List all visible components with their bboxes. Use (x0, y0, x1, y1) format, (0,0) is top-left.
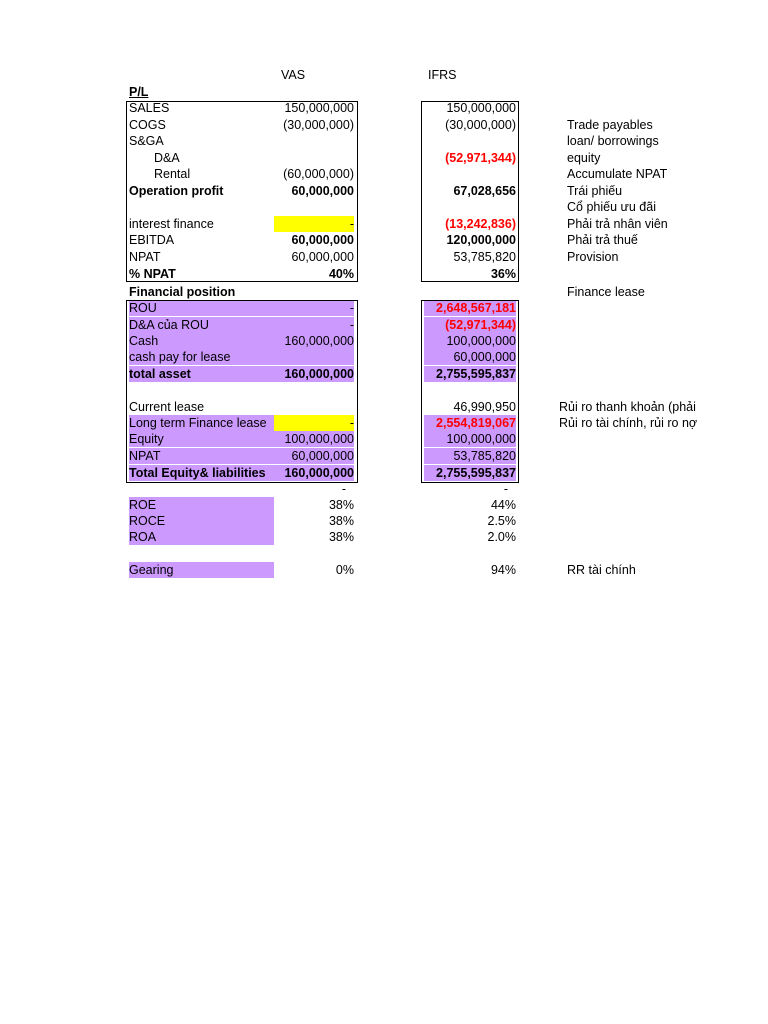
vas-value: 60,000,000 (291, 250, 354, 264)
side-note: Rủi ro thanh khoản (phải (559, 400, 696, 414)
table-row-ebitda (0, 232, 768, 248)
row-label: Operation profit (129, 184, 224, 198)
ifrs-value: 100,000,000 (424, 333, 516, 349)
row-label: Total Equity& liabilities (129, 465, 274, 481)
ifrs-value: 120,000,000 (446, 233, 516, 247)
vas-value: 38% (328, 514, 354, 528)
vas-column-header: VAS (281, 68, 306, 82)
vas-value: (60,000,000) (283, 167, 354, 181)
table-row-long-term-finance-lease (0, 415, 768, 431)
ifrs-value: 46,990,950 (453, 400, 516, 414)
fp-section-title: Financial position (129, 285, 236, 299)
vas-value: 160,000,000 (274, 366, 354, 382)
ifrs-value: - (503, 482, 508, 496)
ifrs-value: 36% (490, 267, 516, 281)
table-row-sales (0, 100, 768, 116)
row-label: S&GA (129, 134, 164, 148)
side-note: Phải trả nhân viên (567, 217, 668, 231)
ifrs-value: 100,000,000 (424, 431, 516, 447)
vas-value: (30,000,000) (283, 118, 354, 132)
vas-value: - (274, 216, 354, 232)
side-note: RR tài chính (567, 563, 636, 577)
side-note: loan/ borrowings (567, 134, 659, 148)
row-label: D&A của ROU (129, 317, 274, 333)
ifrs-column-header: IFRS (428, 68, 457, 82)
table-row-cogs (0, 117, 768, 133)
row-label: NPAT (129, 448, 274, 464)
vas-value: 160,000,000 (274, 333, 354, 349)
table-row-cash (0, 333, 768, 349)
side-note: Trade payables (567, 118, 653, 132)
vas-value: 60,000,000 (291, 233, 354, 247)
ifrs-value: 53,785,820 (453, 250, 516, 264)
table-row-blank (0, 199, 768, 215)
vas-value: 160,000,000 (274, 465, 354, 481)
ifrs-value: (13,242,836) (445, 217, 516, 231)
table-row-total-equity-liabilities (0, 465, 768, 481)
side-note: Provision (567, 250, 619, 264)
ifrs-value: 2,755,595,837 (424, 465, 516, 481)
row-label: ROU (129, 300, 274, 316)
vas-value: 60,000,000 (291, 184, 354, 198)
side-note: Cổ phiếu ưu đãi (567, 200, 656, 214)
table-row-da-rou (0, 317, 768, 333)
row-label: NPAT (129, 250, 161, 264)
table-row-npat (0, 249, 768, 265)
vas-value: 0% (335, 563, 354, 577)
ifrs-value: 67,028,656 (453, 184, 516, 198)
side-note: Phải trả thuế (567, 233, 638, 247)
vas-value: 100,000,000 (274, 431, 354, 447)
row-label: ROCE (129, 513, 274, 529)
row-label: Current lease (129, 400, 205, 414)
ifrs-value: (52,971,344) (424, 317, 516, 333)
table-row-roa (0, 529, 768, 545)
row-label: COGS (129, 118, 166, 132)
table-row-roe (0, 497, 768, 513)
row-label: EBITDA (129, 233, 175, 247)
table-row-total-asset (0, 366, 768, 382)
ifrs-value: (52,971,344) (445, 151, 516, 165)
table-row-cash-pay-for-lease (0, 349, 768, 365)
table-row-dash (0, 481, 768, 497)
table-row-interest-finance (0, 216, 768, 232)
table-row-rental (0, 166, 768, 182)
vas-value: 40% (328, 267, 354, 281)
row-label: D&A (154, 151, 180, 165)
row-label: Gearing (129, 562, 274, 578)
side-note: Finance lease (567, 285, 645, 299)
ifrs-value: 60,000,000 (424, 349, 516, 365)
ifrs-value: 53,785,820 (424, 448, 516, 464)
ifrs-value: 2,755,595,837 (424, 366, 516, 382)
table-row-financial-position (0, 284, 768, 300)
vas-value: - (274, 317, 354, 333)
ifrs-value: 94% (490, 563, 516, 577)
table-row-gearing (0, 562, 768, 578)
pl-section-title: P/L (129, 85, 149, 99)
vas-value: 38% (328, 530, 354, 544)
vas-value: 38% (328, 498, 354, 512)
table-row-current-lease (0, 399, 768, 415)
ifrs-value: 44% (490, 498, 516, 512)
side-note: Trái phiếu (567, 184, 623, 198)
row-label: % NPAT (129, 267, 176, 281)
row-label: Equity (129, 431, 274, 447)
table-row-roce (0, 513, 768, 529)
ifrs-value: 150,000,000 (446, 101, 516, 115)
vas-value: 150,000,000 (284, 101, 354, 115)
row-label: Rental (154, 167, 191, 181)
table-row-equity (0, 431, 768, 447)
side-note: equity (567, 151, 601, 165)
table-row-da (0, 150, 768, 166)
ifrs-value: 2,648,567,181 (424, 300, 516, 316)
side-note: Rủi ro tài chính, rủi ro nợ (559, 416, 698, 430)
side-note: Accumulate NPAT (567, 167, 668, 181)
row-label: Cash (129, 333, 274, 349)
row-label: total asset (129, 366, 274, 382)
table-row-operation-profit (0, 183, 768, 199)
ifrs-value: 2.5% (487, 514, 516, 528)
ifrs-value: 2,554,819,067 (424, 415, 516, 431)
vas-value: - (341, 482, 346, 496)
row-label: ROE (129, 497, 274, 513)
vas-value (274, 349, 354, 365)
row-label: ROA (129, 529, 274, 545)
vas-value: - (274, 300, 354, 316)
vas-value: 60,000,000 (274, 448, 354, 464)
table-row-npat-percent (0, 266, 768, 282)
row-label: SALES (129, 101, 170, 115)
table-row-npat-2 (0, 448, 768, 464)
ifrs-value: 2.0% (487, 530, 516, 544)
table-row-rou (0, 300, 768, 316)
row-label: cash pay for lease (129, 349, 274, 365)
row-label: Long term Finance lease (129, 415, 274, 431)
ifrs-value: (30,000,000) (445, 118, 516, 132)
vas-value: - (274, 415, 354, 431)
table-row-sga (0, 133, 768, 149)
row-label: interest finance (129, 217, 214, 231)
